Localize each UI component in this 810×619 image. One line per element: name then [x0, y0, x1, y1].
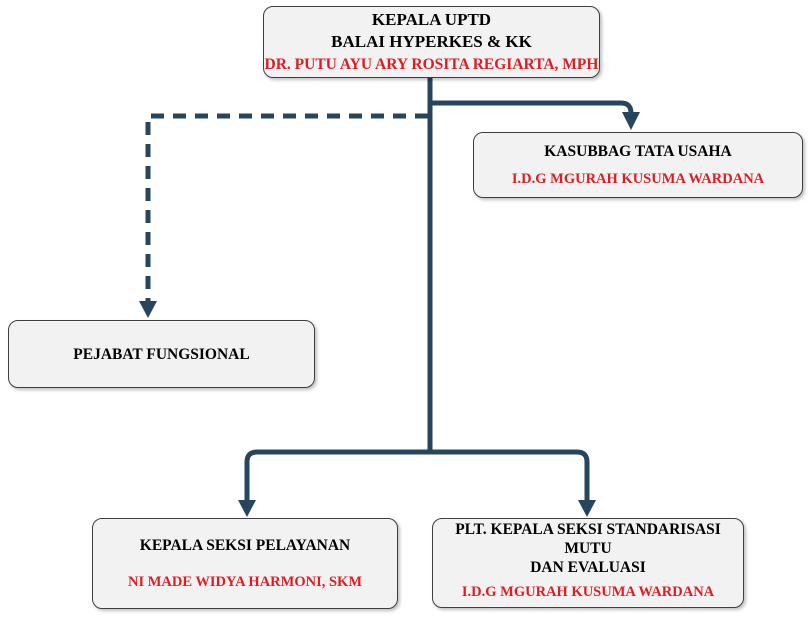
connector-to-pejabat-dashed: [148, 116, 428, 301]
org-node-plt-kepala-seksi-standarisasi: [432, 518, 744, 608]
node-title-line: PEJABAT FUNGSIONAL: [73, 345, 250, 363]
org-node-kepala-uptd: [263, 6, 600, 78]
node-title-line: KASUBBAG TATA USAHA: [544, 142, 732, 160]
connector-to-kasubbag: [430, 103, 631, 114]
person-name: NI MADE WIDYA HARMONI, SKM: [127, 573, 363, 590]
arrowhead-kasubbag-icon: [622, 112, 640, 130]
org-node-kepala-seksi-pelayanan: [92, 518, 398, 609]
node-title-line: BALAI HYPERKES & KK: [331, 32, 532, 51]
node-title-line: PLT. KEPALA SEKSI STANDARISASI MUTU: [455, 521, 721, 557]
arrowhead-standarisasi-icon: [578, 500, 596, 517]
arrowhead-pejabat-icon: [139, 301, 157, 318]
connector-split-bar: [247, 452, 587, 502]
arrowhead-pelayanan-icon: [238, 500, 256, 517]
person-name: I.D.G MGURAH KUSUMA WARDANA: [461, 584, 715, 600]
node-title-line: DAN EVALUASI: [530, 559, 646, 576]
node-title-line: KEPALA UPTD: [371, 10, 492, 29]
person-name: I.D.G MGURAH KUSUMA WARDANA: [511, 170, 765, 187]
org-node-kasubbag-tata-usaha: [473, 132, 803, 198]
org-node-pejabat-fungsional: [8, 320, 315, 388]
person-name: DR. PUTU AYU ARY ROSITA REGIARTA, MPH: [264, 56, 599, 73]
node-title-line: KEPALA SEKSI PELAYANAN: [139, 536, 351, 554]
